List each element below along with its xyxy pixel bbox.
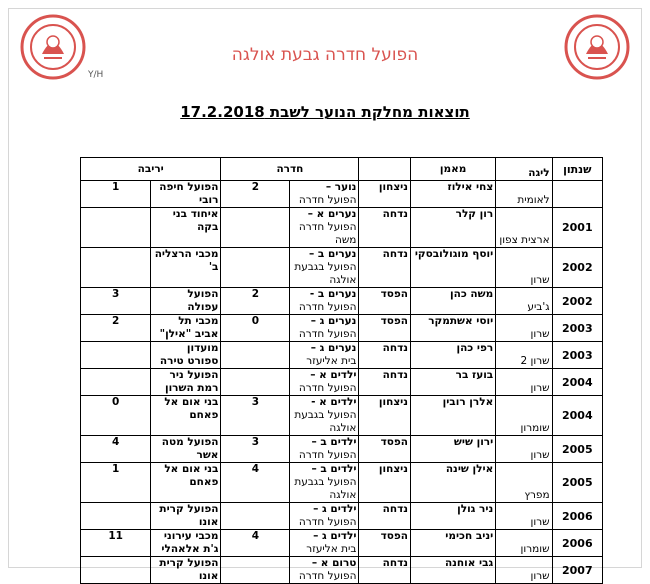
- results-table-body: [81, 181, 603, 584]
- cell-coach: יוסף מוגולובסקי: [411, 248, 496, 288]
- cell-result: הפסד: [359, 436, 411, 463]
- cell-opponent: בני אום אל פאחם: [151, 463, 221, 503]
- cell-hadera-score: 2: [221, 288, 290, 315]
- cell-league: שרון: [496, 503, 552, 530]
- hadera-team-name: הפועל בגבעת אולגה: [294, 476, 357, 501]
- hadera-group-name: ילדים א –: [310, 369, 357, 381]
- cell-opponent: הפועל חיפה רובי: [151, 181, 221, 208]
- cell-coach: רפי כהן: [411, 342, 496, 369]
- table-row: [81, 463, 603, 503]
- cell-opponent: איחוד בני בקה: [151, 208, 221, 248]
- hadera-group-name: נערים א –: [307, 208, 357, 220]
- cell-result: נדחה: [359, 503, 411, 530]
- cell-coach: בועז בר: [411, 369, 496, 396]
- cell-result: ניצחון: [359, 396, 411, 436]
- cell-hadera-group: [290, 503, 359, 530]
- cell-league: שרון: [496, 248, 552, 288]
- cell-league: שרון: [496, 436, 552, 463]
- hadera-group-name: נערים ג –: [310, 315, 357, 327]
- cell-coach: רון קלר: [411, 208, 496, 248]
- cell-result: הפסד: [359, 315, 411, 342]
- cell-hadera-group: [290, 436, 359, 463]
- cell-year: 2005: [552, 436, 602, 463]
- hadera-group-name: טרום א –: [311, 557, 357, 569]
- cell-year: 2006: [552, 530, 602, 557]
- cell-coach: צחי אילוז: [411, 181, 496, 208]
- cell-league: לאומית: [496, 181, 552, 208]
- hadera-group-name: ילדים ב –: [311, 436, 357, 448]
- cell-hadera-group: [290, 342, 359, 369]
- cell-result: הפסד: [359, 288, 411, 315]
- cell-hadera-group: [290, 369, 359, 396]
- table-row: [81, 248, 603, 288]
- cell-opponent-score: [81, 208, 151, 248]
- cell-coach: אילן שינה: [411, 463, 496, 503]
- cell-hadera-group: [290, 463, 359, 503]
- hadera-team-name: הפועל חדרה: [298, 194, 357, 206]
- hadera-group-name: נערים ב –: [308, 248, 357, 260]
- cell-year: 2002: [552, 288, 602, 315]
- cell-hadera-group: [290, 181, 359, 208]
- cell-result: ניצחון: [359, 463, 411, 503]
- hadera-team-name: הפועל חדרה: [298, 449, 357, 461]
- hadera-group-name: נערים ב -: [309, 288, 357, 300]
- cell-opponent: הפועל קרית אונו: [151, 503, 221, 530]
- cell-coach: גבי אוחנה: [411, 557, 496, 584]
- cell-hadera-score: [221, 208, 290, 248]
- cell-coach: יניב חכימי: [411, 530, 496, 557]
- cell-league: שרון: [496, 315, 552, 342]
- hadera-team-name: בית אליעזר: [306, 355, 357, 367]
- cell-hadera-score: 0: [221, 315, 290, 342]
- cell-opponent-score: [81, 248, 151, 288]
- table-row: [81, 503, 603, 530]
- table-row: [81, 396, 603, 436]
- cell-opponent-score: 4: [81, 436, 151, 463]
- cell-opponent-score: 1: [81, 463, 151, 503]
- cell-league: שומרון: [496, 530, 552, 557]
- cell-year: 2005: [552, 463, 602, 503]
- hadera-group-name: ילדים א -: [311, 396, 357, 408]
- hadera-team-name: הפועל חדרה: [298, 301, 357, 313]
- cell-year: 2003: [552, 342, 602, 369]
- cell-opponent-score: [81, 369, 151, 396]
- cell-hadera-group: [290, 530, 359, 557]
- hadera-team-name: הפועל בגבעת אולגה: [294, 261, 357, 286]
- cell-league: שרון 2: [496, 342, 552, 369]
- cell-league: מפרץ: [496, 463, 552, 503]
- hadera-team-name: הפועל חדרה: [298, 516, 357, 528]
- table-header-row: [81, 158, 603, 181]
- cell-opponent-score: [81, 503, 151, 530]
- cell-hadera-score: 3: [221, 396, 290, 436]
- cell-opponent: הפועל עפולה: [151, 288, 221, 315]
- cell-hadera-group: [290, 315, 359, 342]
- cell-opponent: הפועל ניר רמת השרון: [151, 369, 221, 396]
- cell-hadera-score: [221, 503, 290, 530]
- cell-result: הפסד: [359, 530, 411, 557]
- cell-hadera-score: [221, 248, 290, 288]
- cell-hadera-group: [290, 396, 359, 436]
- page-title: תוצאות מחלקת הנוער לשבת 17.2.2018: [180, 103, 470, 121]
- cell-result: ניצחון: [359, 181, 411, 208]
- table-row: [81, 342, 603, 369]
- cell-year: 2001: [552, 208, 602, 248]
- hadera-group-name: ילדים ג –: [313, 530, 357, 542]
- cell-year: 2002: [552, 248, 602, 288]
- table-row: [81, 288, 603, 315]
- cell-year: 2006: [552, 503, 602, 530]
- table-row: [81, 181, 603, 208]
- cell-hadera-score: [221, 557, 290, 584]
- cell-coach: ירון שיש: [411, 436, 496, 463]
- cell-year: 2004: [552, 369, 602, 396]
- cell-league: ארצית צפון: [496, 208, 552, 248]
- header-opponent: יריבה: [81, 158, 221, 181]
- header-league: ליגה: [496, 158, 552, 181]
- hadera-group-name: נערים ג –: [310, 342, 357, 354]
- cell-league: שרון: [496, 557, 552, 584]
- cell-coach: ניר גולן: [411, 503, 496, 530]
- cell-result: נדחה: [359, 208, 411, 248]
- cell-coach: יוסי אשתמקר: [411, 315, 496, 342]
- cell-opponent: מכבי תל אביב "אילן": [151, 315, 221, 342]
- hadera-team-name: בית אליעזר: [306, 543, 357, 555]
- cell-opponent-score: 0: [81, 396, 151, 436]
- table-row: [81, 530, 603, 557]
- cell-opponent-score: 1: [81, 181, 151, 208]
- table-row: [81, 208, 603, 248]
- cell-result: נדחה: [359, 557, 411, 584]
- header-coach: מאמן: [411, 158, 496, 181]
- cell-hadera-group: [290, 557, 359, 584]
- table-row: [81, 369, 603, 396]
- header-result: [359, 158, 411, 181]
- cell-league: ג'ביע: [496, 288, 552, 315]
- cell-year: 2003: [552, 315, 602, 342]
- header-hadera: חדרה: [221, 158, 359, 181]
- table-row: [81, 315, 603, 342]
- hadera-team-name: הפועל חדרה משה: [298, 221, 357, 246]
- cell-opponent-score: [81, 557, 151, 584]
- cell-opponent-score: 2: [81, 315, 151, 342]
- cell-opponent: מועדון ספורט טירה: [151, 342, 221, 369]
- table-row: [81, 557, 603, 584]
- cell-hadera-score: [221, 342, 290, 369]
- cell-hadera-score: 3: [221, 436, 290, 463]
- cell-league: שרון: [496, 369, 552, 396]
- cell-hadera-group: [290, 248, 359, 288]
- cell-opponent-score: [81, 342, 151, 369]
- hadera-team-name: הפועל חדרה: [298, 570, 357, 582]
- cell-result: נדחה: [359, 342, 411, 369]
- cell-result: נדחה: [359, 369, 411, 396]
- hadera-team-name: הפועל בגבעת אולגה: [294, 409, 357, 434]
- cell-coach: משה כהן: [411, 288, 496, 315]
- cell-hadera-group: [290, 208, 359, 248]
- hadera-group-name: נוער –: [325, 181, 357, 193]
- results-table: [80, 157, 603, 584]
- cell-coach: אלרן רובין: [411, 396, 496, 436]
- table-row: [81, 436, 603, 463]
- cell-opponent: מכבי הרצליה ב': [151, 248, 221, 288]
- hadera-group-name: ילדים ב –: [311, 463, 357, 475]
- cell-opponent: הפועל קרית אונו: [151, 557, 221, 584]
- hadera-group-name: ילדים ג –: [313, 503, 357, 515]
- header-year: שנתון: [552, 158, 602, 181]
- cell-hadera-score: 4: [221, 463, 290, 503]
- document-code: Y/H: [88, 70, 104, 80]
- cell-hadera-score: [221, 369, 290, 396]
- cell-opponent: בני אום אל פאחם: [151, 396, 221, 436]
- cell-result: נדחה: [359, 248, 411, 288]
- cell-hadera-score: 4: [221, 530, 290, 557]
- cell-opponent: מכבי עירוני ג'ת אלאהלי: [151, 530, 221, 557]
- hadera-team-name: הפועל חדרה: [298, 382, 357, 394]
- club-name-header: הפועל חדרה גבעת אולגה: [231, 45, 419, 65]
- cell-opponent: הפועל מטה אשר: [151, 436, 221, 463]
- cell-opponent-score: 3: [81, 288, 151, 315]
- cell-year: 2004: [552, 396, 602, 436]
- cell-year: [552, 181, 602, 208]
- cell-league: שומרון: [496, 396, 552, 436]
- cell-year: 2007: [552, 557, 602, 584]
- hadera-team-name: הפועל חדרה: [298, 328, 357, 340]
- cell-hadera-group: [290, 288, 359, 315]
- cell-opponent-score: 11: [81, 530, 151, 557]
- cell-hadera-score: 2: [221, 181, 290, 208]
